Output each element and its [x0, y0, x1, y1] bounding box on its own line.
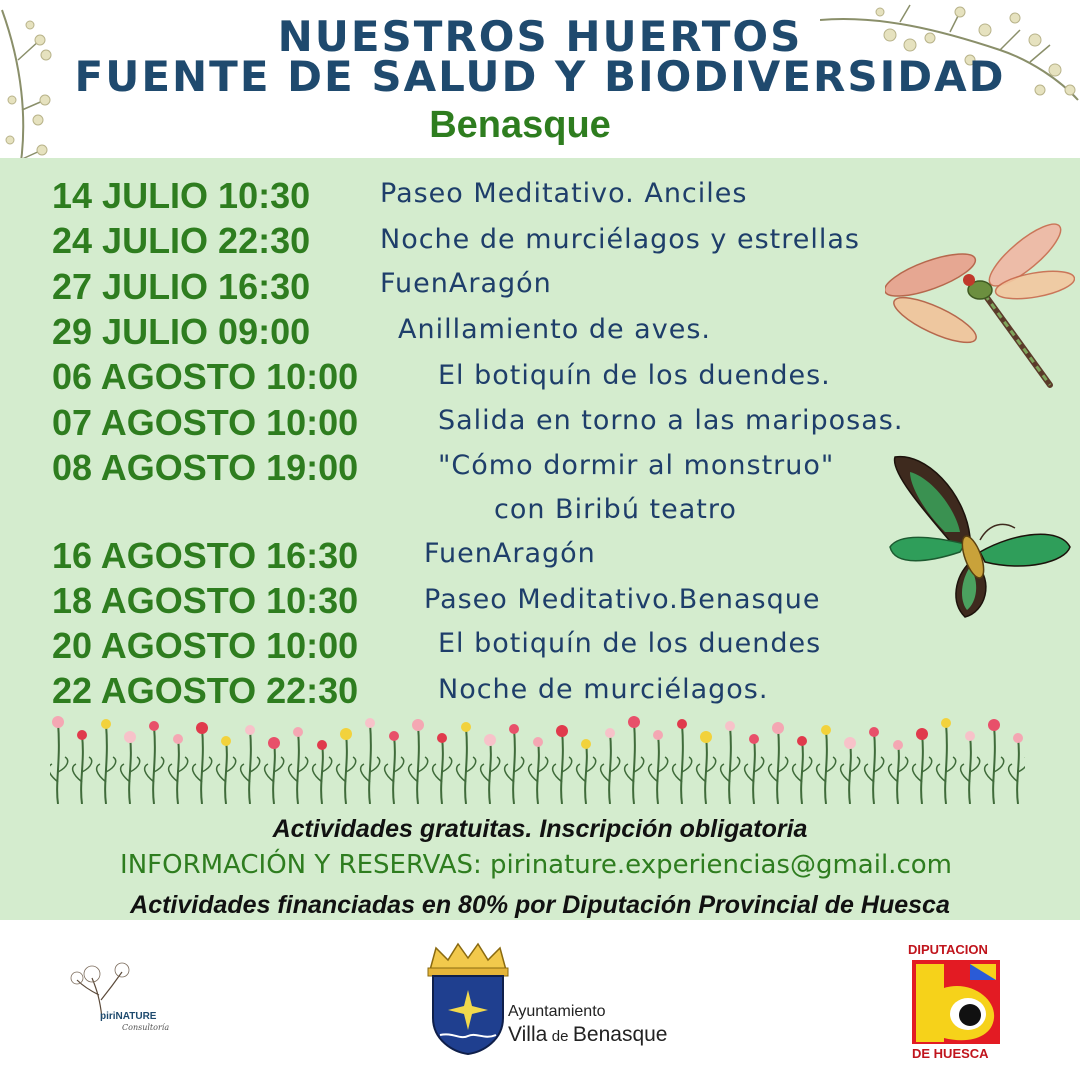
title-line-1: NUESTROS HUERTOS: [277, 12, 803, 61]
flower: [673, 719, 692, 804]
flower: [769, 722, 788, 804]
event-date: 27 JULIO 16:30: [52, 266, 311, 307]
event-date: 08 AGOSTO 19:00: [52, 447, 359, 488]
event-description: El botiquín de los duendes.: [438, 360, 831, 391]
butterfly-illustration: [885, 452, 1075, 622]
event-date: 18 AGOSTO 10:30: [52, 580, 359, 621]
flower: [793, 736, 812, 804]
flower: [697, 731, 716, 804]
diputacion-emblem-icon: [910, 958, 1002, 1046]
flower-meadow-decoration: [50, 712, 1025, 804]
flower: [889, 740, 908, 804]
funding-notice: Actividades financiadas en 80% por Diputación Provincial de Huesca: [130, 891, 950, 919]
event-description: FuenAragón: [380, 268, 552, 299]
information-reservations: INFORMACIÓN Y RESERVAS: pirinature.experiencias@gmail.com: [120, 850, 952, 880]
flower: [121, 731, 140, 804]
pirinature-logo: [62, 960, 172, 1040]
flower: [913, 728, 932, 804]
event-description: Noche de murciélagos.: [438, 674, 769, 705]
flower: [193, 722, 212, 804]
flower: [289, 727, 308, 804]
dragonfly-illustration: [885, 205, 1075, 395]
flower: [145, 721, 164, 804]
event-description: Noche de murciélagos y estrellas: [380, 224, 860, 255]
event-date: 29 JULIO 09:00: [52, 311, 311, 352]
flower: [841, 737, 860, 804]
flower: [265, 737, 284, 804]
event-date: 07 AGOSTO 10:00: [52, 402, 359, 443]
free-activities-notice: Actividades gratuitas. Inscripción obligatoria: [272, 815, 808, 843]
ayuntamiento-benasque-logo: [418, 940, 668, 1058]
flower: [577, 739, 596, 804]
flower: [217, 736, 236, 804]
flower: [1009, 733, 1025, 804]
flower: [817, 725, 836, 804]
event-date: 24 JULIO 22:30: [52, 220, 311, 261]
flower: [529, 737, 548, 804]
event-description: Paseo Meditativo. Anciles: [380, 178, 748, 209]
flower: [385, 731, 404, 804]
flower: [337, 728, 356, 804]
event-description: Salida en torno a las mariposas.: [438, 405, 904, 436]
event-description: "Cómo dormir al monstruo": [438, 450, 835, 481]
subtitle: Benasque: [429, 104, 611, 146]
flower: [745, 734, 764, 804]
diputacion-top-text: DIPUTACION: [908, 942, 988, 957]
diputacion-bottom-text: DE HUESCA: [912, 1046, 989, 1061]
pirinature-name: piriNATURE: [100, 1011, 157, 1022]
coat-of-arms-icon: [418, 940, 518, 1056]
event-date: 14 JULIO 10:30: [52, 175, 311, 216]
flower: [433, 733, 452, 804]
event-date: 22 AGOSTO 22:30: [52, 670, 359, 711]
flower: [625, 716, 644, 804]
flower: [961, 731, 980, 804]
flower: [73, 730, 92, 804]
ayuntamiento-line2: [508, 1023, 668, 1047]
flower: [50, 716, 68, 804]
flower: [481, 734, 500, 804]
flower: [649, 730, 668, 804]
flower: [985, 719, 1004, 804]
flower: [601, 728, 620, 804]
event-description: El botiquín de los duendes: [438, 628, 822, 659]
event-date: 16 AGOSTO 16:30: [52, 535, 359, 576]
flower: [169, 734, 188, 804]
title-line-2: FUENTE DE SALUD Y BIODIVERSIDAD: [74, 52, 1006, 101]
flower: [241, 725, 260, 804]
flower: [937, 718, 956, 804]
flower: [865, 727, 884, 804]
event-description: FuenAragón: [424, 538, 596, 569]
diputacion-huesca-logo: [906, 942, 1006, 1064]
ayuntamiento-de: de: [551, 1028, 569, 1045]
flower: [97, 719, 116, 804]
ayuntamiento-benasque: Benasque: [572, 1023, 668, 1046]
ayuntamiento-line1: Ayuntamiento: [508, 1003, 606, 1020]
ayuntamiento-villa: Villa: [508, 1023, 548, 1046]
flower: [361, 718, 380, 804]
flower: [553, 725, 572, 804]
event-description-continued: con Biribú teatro: [494, 494, 737, 525]
event-description: Anillamiento de aves.: [398, 314, 711, 345]
flower: [721, 721, 740, 804]
flower: [313, 740, 332, 804]
event-date: 06 AGOSTO 10:00: [52, 356, 359, 397]
flower: [409, 719, 428, 804]
event-date: 20 AGOSTO 10:00: [52, 625, 359, 666]
event-description: Paseo Meditativo.Benasque: [424, 584, 821, 615]
pirinature-tagline: Consultoría: [122, 1023, 170, 1032]
flower: [457, 722, 476, 804]
flower: [505, 724, 524, 804]
